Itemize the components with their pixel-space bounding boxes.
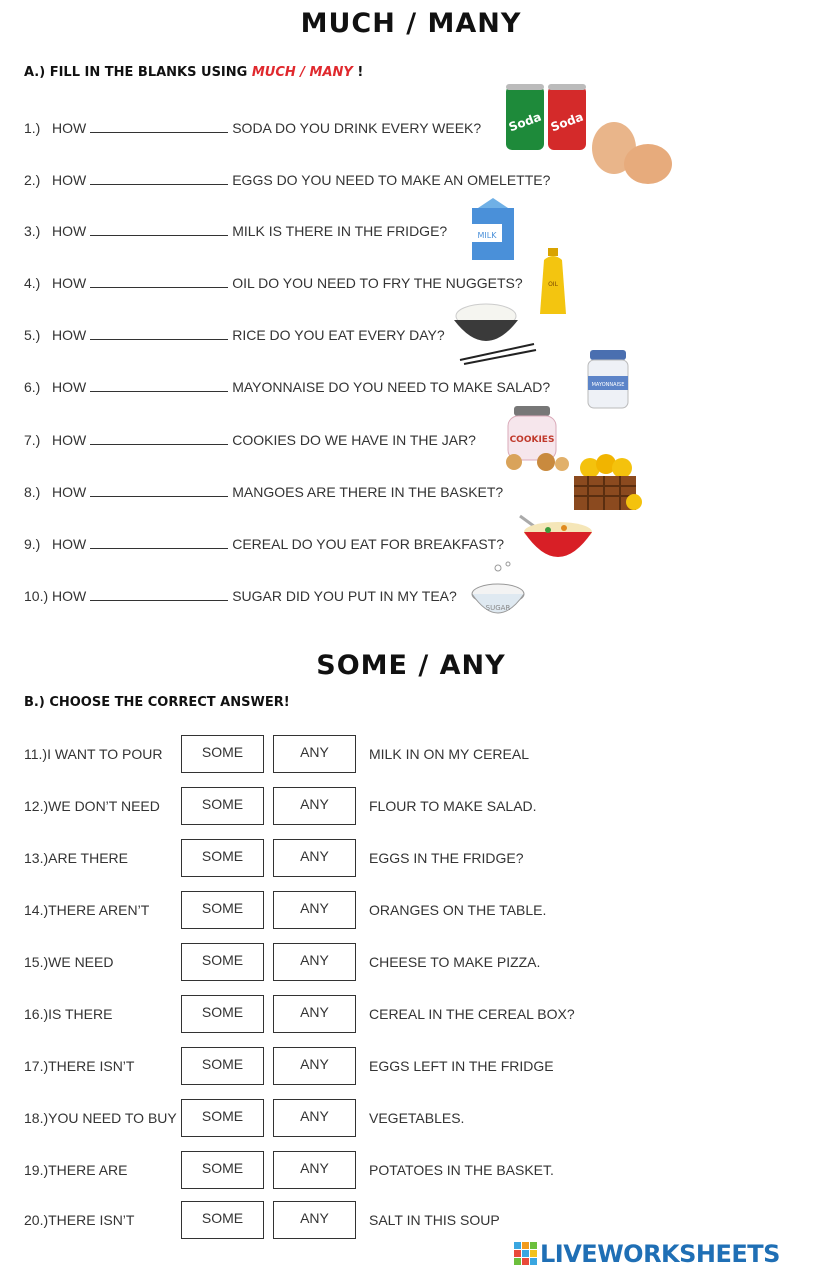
any-option-button[interactable]: ANY xyxy=(273,787,356,825)
choice-question-18 xyxy=(24,1099,724,1139)
question-tail: FLOUR TO MAKE SALAD. xyxy=(369,798,537,814)
choice-question-13 xyxy=(24,839,724,879)
fill-question-10 xyxy=(24,586,457,604)
question-tail: EGGS IN THE FRIDGE? xyxy=(369,850,524,866)
any-option-button[interactable]: ANY xyxy=(273,1047,356,1085)
mango-basket-icon xyxy=(570,450,644,514)
question-tail: EGGS LEFT IN THE FRIDGE xyxy=(369,1058,554,1074)
any-option-button[interactable]: ANY xyxy=(273,891,356,929)
eggs-icon xyxy=(590,120,674,186)
question-tail: MILK IN ON MY CEREAL xyxy=(369,746,530,762)
some-option-button[interactable]: SOME xyxy=(181,839,264,877)
section-a-heading xyxy=(24,65,363,80)
soda-label: Soda xyxy=(548,109,586,135)
how-word: HOW xyxy=(52,379,87,395)
any-option-button[interactable]: ANY xyxy=(273,1099,356,1137)
how-word: HOW xyxy=(52,172,87,188)
how-word: HOW xyxy=(52,484,87,500)
question-text: MILK IS THERE IN THE FRIDGE? xyxy=(232,223,448,239)
question-text: MAYONNAISE DO YOU NEED TO MAKE SALAD? xyxy=(232,379,551,395)
question-number: 4.) xyxy=(24,275,41,291)
question-lead: 13.)ARE THERE xyxy=(24,850,128,866)
answer-blank[interactable] xyxy=(90,534,228,549)
sugar-bowl-icon xyxy=(468,560,530,624)
question-text: SODA DO YOU DRINK EVERY WEEK? xyxy=(232,120,482,136)
cookie-jar-icon xyxy=(502,404,572,472)
question-lead: 20.)THERE ISN’T xyxy=(24,1212,135,1228)
how-word: HOW xyxy=(52,275,87,291)
question-lead: 15.)WE NEED xyxy=(24,954,114,970)
soda-cans-icon xyxy=(502,80,590,154)
question-number: 8.) xyxy=(24,484,41,500)
section-a-suffix: ! xyxy=(352,65,364,80)
question-text: COOKIES DO WE HAVE IN THE JAR? xyxy=(232,432,476,448)
section-b-heading: B.) CHOOSE THE CORRECT ANSWER! xyxy=(24,695,290,710)
question-lead: 18.)YOU NEED TO BUY xyxy=(24,1110,177,1126)
question-lead: 16.)IS THERE xyxy=(24,1006,113,1022)
question-tail: CHEESE TO MAKE PIZZA. xyxy=(369,954,541,970)
question-text: RICE DO YOU EAT EVERY DAY? xyxy=(232,327,445,343)
sugar-label: SUGAR xyxy=(485,604,511,612)
title-much-many: MUCH / MANY xyxy=(300,8,522,39)
question-tail: POTATOES IN THE BASKET. xyxy=(369,1162,554,1178)
fill-question-1 xyxy=(24,118,481,136)
choice-question-14 xyxy=(24,891,724,931)
how-word: HOW xyxy=(52,327,87,343)
question-text: MANGOES ARE THERE IN THE BASKET? xyxy=(232,484,504,500)
mayo-label: MAYONNAISE xyxy=(591,382,625,388)
choice-question-17 xyxy=(24,1047,724,1087)
some-option-button[interactable]: SOME xyxy=(181,787,264,825)
any-option-button[interactable]: ANY xyxy=(273,943,356,981)
question-lead: 14.)THERE AREN’T xyxy=(24,902,150,918)
oil-label: OIL xyxy=(548,281,558,288)
question-text: SUGAR DID YOU PUT IN MY TEA? xyxy=(232,588,457,604)
question-number: 5.) xyxy=(24,327,41,343)
fill-question-9 xyxy=(24,534,504,552)
answer-blank[interactable] xyxy=(90,325,228,340)
milk-label: MILK xyxy=(477,231,497,240)
question-text: OIL DO YOU NEED TO FRY THE NUGGETS? xyxy=(232,275,523,291)
answer-blank[interactable] xyxy=(90,118,228,133)
question-lead: 12.)WE DON’T NEED xyxy=(24,798,160,814)
question-tail: CEREAL IN THE CEREAL BOX? xyxy=(369,1006,575,1022)
cookies-label: COOKIES xyxy=(509,435,555,445)
answer-blank[interactable] xyxy=(90,482,228,497)
question-number: 1.) xyxy=(24,120,41,136)
question-number: 3.) xyxy=(24,223,41,239)
answer-blank[interactable] xyxy=(90,586,228,601)
title-some-any: SOME / ANY xyxy=(316,650,506,681)
choice-question-15 xyxy=(24,943,724,983)
question-number: 6.) xyxy=(24,379,41,395)
some-option-button[interactable]: SOME xyxy=(181,891,264,929)
logo-grid-icon xyxy=(514,1242,538,1268)
mayonnaise-jar-icon xyxy=(584,348,632,412)
fill-question-5 xyxy=(24,325,445,343)
section-a-prefix: A.) FILL IN THE BLANKS USING xyxy=(24,65,252,80)
question-number: 10.) xyxy=(24,588,49,604)
answer-blank[interactable] xyxy=(90,377,228,392)
answer-blank[interactable] xyxy=(90,221,228,236)
how-word: HOW xyxy=(52,223,87,239)
rice-bowl-icon xyxy=(450,298,538,370)
how-word: HOW xyxy=(52,432,87,448)
question-tail: SALT IN THIS SOUP xyxy=(369,1212,500,1228)
some-option-button[interactable]: SOME xyxy=(181,735,264,773)
fill-question-8 xyxy=(24,482,503,500)
choice-question-19 xyxy=(24,1151,724,1191)
fill-question-3 xyxy=(24,221,447,239)
answer-blank[interactable] xyxy=(90,170,228,185)
fill-question-6 xyxy=(24,377,550,395)
some-option-button[interactable]: SOME xyxy=(181,943,264,981)
fill-question-2 xyxy=(24,170,550,188)
fill-question-4 xyxy=(24,273,523,291)
answer-blank[interactable] xyxy=(90,273,228,288)
choice-question-20 xyxy=(24,1201,724,1241)
any-option-button[interactable]: ANY xyxy=(273,735,356,773)
how-word: HOW xyxy=(52,536,87,552)
choice-question-16 xyxy=(24,995,724,1035)
question-lead: 19.)THERE ARE xyxy=(24,1162,128,1178)
logo-text: LIVEWORKSHEETS xyxy=(540,1240,780,1268)
any-option-button[interactable]: ANY xyxy=(273,839,356,877)
question-number: 2.) xyxy=(24,172,41,188)
question-number: 9.) xyxy=(24,536,41,552)
how-word: HOW xyxy=(52,120,87,136)
soda-label: Soda xyxy=(506,109,544,135)
any-option-button[interactable]: ANY xyxy=(273,1201,356,1239)
question-text: CEREAL DO YOU EAT FOR BREAKFAST? xyxy=(232,536,504,552)
question-tail: VEGETABLES. xyxy=(369,1110,465,1126)
answer-blank[interactable] xyxy=(90,430,228,445)
some-option-button[interactable]: SOME xyxy=(181,1201,264,1239)
some-option-button[interactable]: SOME xyxy=(181,1099,264,1137)
milk-carton-icon xyxy=(468,196,518,262)
question-number: 7.) xyxy=(24,432,41,448)
any-option-button[interactable]: ANY xyxy=(273,1151,356,1189)
choice-question-12 xyxy=(24,787,724,827)
fill-question-7 xyxy=(24,430,476,448)
any-option-button[interactable]: ANY xyxy=(273,995,356,1033)
question-tail: ORANGES ON THE TABLE. xyxy=(369,902,547,918)
some-option-button[interactable]: SOME xyxy=(181,1151,264,1189)
some-option-button[interactable]: SOME xyxy=(181,1047,264,1085)
how-word: HOW xyxy=(52,588,87,604)
oil-bottle-icon xyxy=(536,246,570,318)
choice-question-11 xyxy=(24,735,724,775)
question-lead: 11.)I WANT TO POUR xyxy=(24,746,163,762)
question-text: EGGS DO YOU NEED TO MAKE AN OMELETTE? xyxy=(232,172,551,188)
section-a-highlight: MUCH / MANY xyxy=(251,65,353,80)
some-option-button[interactable]: SOME xyxy=(181,995,264,1033)
question-lead: 17.)THERE ISN’T xyxy=(24,1058,135,1074)
